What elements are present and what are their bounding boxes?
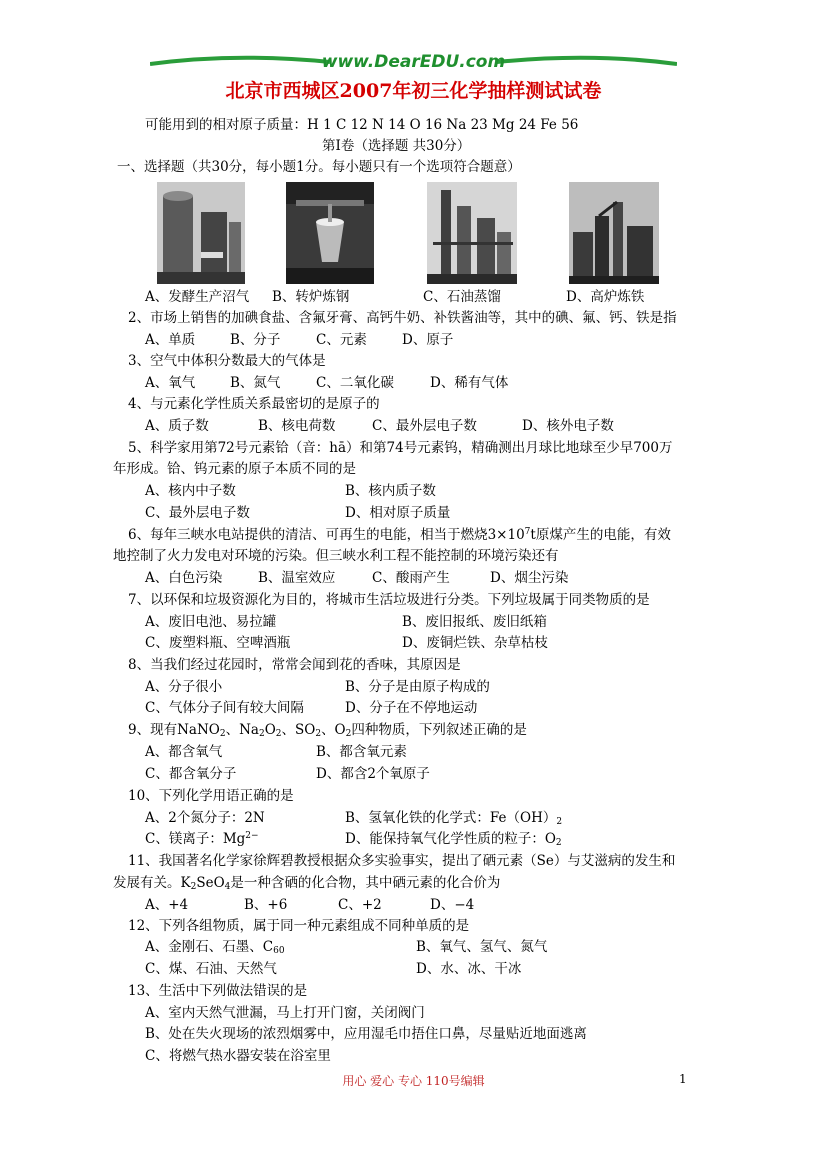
q3-option-c: C、二氧化碳 xyxy=(316,375,394,391)
q5-stem-line1: 5、科学家用第72号元素铪（音：hā）和第74号元素钨，精确测出月球比地球至少早700万 xyxy=(128,440,673,456)
q11-option-c: C、+2 xyxy=(338,897,382,913)
q8-option-c: C、气体分子间有较大间隔 xyxy=(145,700,304,716)
part-heading: 第Ⅰ卷（选择题 共30分） xyxy=(322,138,471,154)
q11-stem-line1: 11、我国著名化学家徐辉碧教授根据众多实验事实，提出了硒元素（Se）与艾滋病的发生和 xyxy=(128,853,676,869)
page-title: 北京市西城区2007年初三化学抽样测试试卷 xyxy=(225,80,602,102)
q1-option-d: D、高炉炼铁 xyxy=(566,289,645,305)
q7-option-d: D、废铜烂铁、杂草枯枝 xyxy=(402,635,548,651)
q5-option-a: A、核内中子数 xyxy=(145,483,236,499)
q6-stem-line1: 6、每年三峡水电站提供的清洁、可再生的电能，相当于燃烧$3\times 10^7t$原煤产生的电能，有效 xyxy=(128,527,671,543)
blast-furnace-photo xyxy=(569,182,659,284)
q13-option-b: B、处在失火现场的浓烈烟雾中，应用湿毛巾捂住口鼻，尽量贴近地面逃离 xyxy=(145,1026,587,1042)
q6-option-d: D、烟尘污染 xyxy=(490,570,569,586)
q7-option-c: C、废塑料瓶、空啤酒瓶 xyxy=(145,635,291,651)
q11-option-b: B、+6 xyxy=(244,897,288,913)
q9-option-a: A、都含氧气 xyxy=(145,744,223,760)
fermentation-biogas-photo xyxy=(157,182,245,284)
q5-stem-line2: 年形成。铪、钨元素的原子本质不同的是 xyxy=(113,461,356,477)
q5-option-d: D、相对原子质量 xyxy=(345,505,451,521)
q11-option-d: D、−4 xyxy=(430,897,475,913)
q4-stem: 4、与元素化学性质关系最密切的是原子的 xyxy=(128,396,380,412)
q4-option-b: B、核电荷数 xyxy=(258,418,336,434)
q6-option-a: A、白色污染 xyxy=(145,570,223,586)
q4-option-d: D、核外电子数 xyxy=(522,418,614,434)
q3-stem: 3、空气中体积分数最大的气体是 xyxy=(128,353,326,369)
q9-option-b: B、都含氧元素 xyxy=(316,744,407,760)
q12-stem: 12、下列各组物质，属于同一种元素组成不同种单质的是 xyxy=(128,918,470,934)
q2-option-c: C、元素 xyxy=(316,332,367,348)
q9-option-c: C、都含氧分子 xyxy=(145,766,237,782)
q8-option-b: B、分子是由原子构成的 xyxy=(345,679,490,695)
q13-option-c: C、将燃气热水器安装在浴室里 xyxy=(145,1048,331,1064)
q13-option-a: A、室内天然气泄漏，马上打开门窗，关闭阀门 xyxy=(145,1005,425,1021)
q12-option-c: C、煤、石油、天然气 xyxy=(145,961,277,977)
q6-option-c: C、酸雨产生 xyxy=(372,570,450,586)
q11-option-a: A、+4 xyxy=(145,897,189,913)
q13-stem: 13、生活中下列做法错误的是 xyxy=(128,983,308,999)
site-name[interactable]: www.DearEDU.com xyxy=(321,52,506,72)
q9-option-d: D、都含2个氧原子 xyxy=(316,766,430,782)
q2-option-a: A、单质 xyxy=(145,332,196,348)
q6-stem-line2: 地控制了火力发电对环境的污染。但三峡水利工程不能控制的环境污染还有 xyxy=(113,548,559,564)
converter-steelmaking-photo xyxy=(286,182,374,284)
q7-option-a: A、废旧电池、易拉罐 xyxy=(145,614,277,630)
q2-stem: 2、市场上销售的加碘食盐、含氟牙膏、高钙牛奶、补铁酱油等，其中的碘、氟、钙、铁是指 xyxy=(128,310,677,326)
q5-option-b: B、核内质子数 xyxy=(345,483,436,499)
q8-option-d: D、分子在不停地运动 xyxy=(345,700,478,716)
q12-option-d: D、水、冰、干冰 xyxy=(416,961,522,977)
q10-stem: 10、下列化学用语正确的是 xyxy=(128,788,294,804)
q5-option-c: C、最外层电子数 xyxy=(145,505,250,521)
q12-option-a: A、金刚石、石墨、$C_{60}$ xyxy=(145,939,285,956)
q4-option-c: C、最外层电子数 xyxy=(372,418,477,434)
q3-option-b: B、氮气 xyxy=(230,375,281,391)
q12-option-b: B、氧气、氢气、氮气 xyxy=(416,939,548,955)
section-heading: 一、选择题（共30分，每小题1分。每小题只有一个选项符合题意） xyxy=(117,159,521,175)
q11-stem-line2: 发展有关。$K_2SeO_4$是一种含硒的化合物，其中硒元素的化合价为 xyxy=(113,875,501,892)
footer-text: 用心 爱心 专心 110号编辑 xyxy=(342,1074,485,1088)
q8-stem: 8、当我们经过花园时，常常会闻到花的香味，其原因是 xyxy=(128,657,461,673)
site-banner xyxy=(0,50,827,74)
q10-option-b: B、氢氧化铁的化学式：$Fe(OH)_2$ xyxy=(345,810,563,827)
q7-stem: 7、以环保和垃圾资源化为目的，将城市生活垃圾进行分类。下列垃圾属于同类物质的是 xyxy=(128,592,650,608)
q2-option-b: B、分子 xyxy=(230,332,281,348)
q1-option-b: B、转炉炼钢 xyxy=(272,289,350,305)
q7-option-b: B、废旧报纸、废旧纸箱 xyxy=(402,614,547,630)
q10-option-d: D、能保持氧气化学性质的粒子：$O_2$ xyxy=(345,831,562,848)
q9-stem: 9、现有NaNO$_2$、$Na_2O_2$、$SO_2$、$O_2$四种物质，下列叙述正确的是 xyxy=(128,722,527,739)
q2-option-d: D、原子 xyxy=(402,332,454,348)
page-number: 1 xyxy=(679,1072,687,1086)
q10-option-c: C、镁离子：$Mg^{2-}$ xyxy=(145,831,259,847)
q1-option-a: A、发酵生产沼气 xyxy=(145,289,250,305)
q6-option-b: B、温室效应 xyxy=(258,570,336,586)
q1-option-c: C、石油蒸馏 xyxy=(423,289,501,305)
oil-distillation-photo xyxy=(427,182,517,284)
q4-option-a: A、质子数 xyxy=(145,418,209,434)
q3-option-d: D、稀有气体 xyxy=(430,375,509,391)
q3-option-a: A、氧气 xyxy=(145,375,196,391)
atomic-masses: 可能用到的相对原子质量：H 1 C 12 N 14 O 16 Na 23 Mg 24 Fe 56 xyxy=(145,117,579,133)
q8-option-a: A、分子很小 xyxy=(145,679,223,695)
q10-option-a: A、2个氮分子：2N xyxy=(145,810,265,826)
